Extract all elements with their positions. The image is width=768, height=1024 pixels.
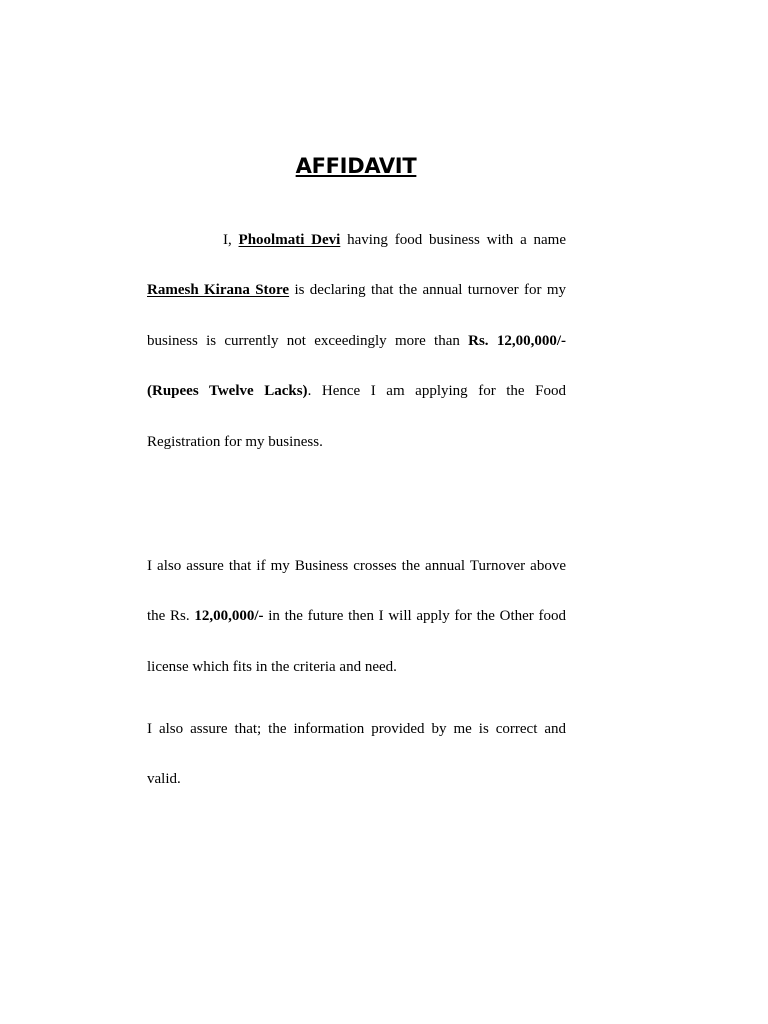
text-segment: is declaring that the annual turnover for my business is currently not exceedingly more than (147, 282, 566, 349)
declaration-paragraph (147, 215, 566, 467)
validity-paragraph: I also assure that; the information provided by me is correct and valid. (147, 721, 566, 788)
text-segment: I, (223, 232, 239, 248)
turnover-amount: Rs. 12,00,000/- (Rupees Twelve Lacks) (147, 332, 566, 400)
assurance-paragraph (147, 541, 566, 692)
text-segment: I also assure that if my Business crosses the annual Turnover above the Rs. (147, 558, 566, 625)
text-segment: in the future then I will apply for the Other food license which fits in the criteria and need. (147, 608, 566, 675)
turnover-limit: 12,00,000/- (194, 608, 264, 625)
text-segment: having food business with a name (340, 232, 566, 248)
text-segment: . Hence I am applying for the Food Registration for my business. (147, 383, 566, 450)
applicant-name: Phoolmati Devi (238, 232, 341, 248)
document-title: AFFIDAVIT (295, 154, 417, 178)
business-name: Ramesh Kirana Store (147, 282, 290, 299)
